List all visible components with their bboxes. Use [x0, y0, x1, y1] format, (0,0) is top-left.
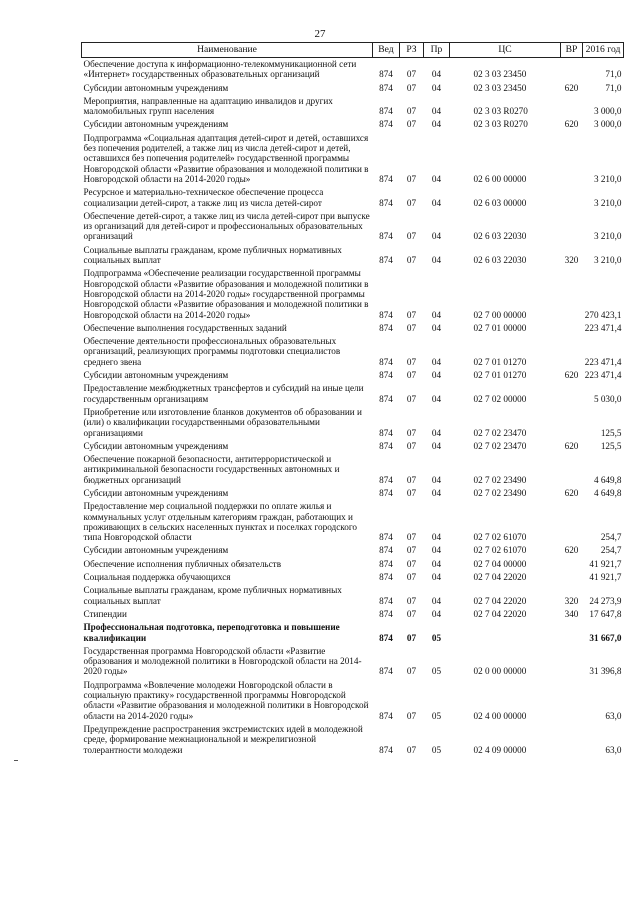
- table-row: [82, 186, 624, 210]
- table-row: [82, 645, 624, 679]
- cell-sum: 41 921,7: [589, 572, 622, 583]
- cell-name: Ресурсное и материально-техническое обеспечение процесса социализации детей-сирот, а также лиц из числа детей-сирот: [83, 187, 324, 208]
- cell-sum: 63,0: [605, 744, 622, 755]
- cell-cs: 02 7 02 00000: [473, 393, 527, 404]
- table-row: [82, 210, 624, 244]
- cell-pr: 04: [431, 572, 442, 583]
- cell-sum: 3 210,0: [593, 173, 622, 184]
- table-row: [82, 621, 624, 645]
- cell-rz: 07: [406, 532, 417, 543]
- header-ved: Вед: [373, 43, 400, 58]
- cell-pr: 04: [431, 427, 442, 438]
- cell-vr: [561, 558, 583, 571]
- cell-ved: 874: [379, 710, 393, 721]
- cell-vr: [561, 723, 583, 757]
- cell-name: Субсидии автономным учреждениям: [83, 119, 229, 130]
- cell-ved: 874: [379, 231, 393, 242]
- cell-rz: 07: [406, 370, 417, 381]
- cell-cs: 02 7 04 22020: [473, 595, 527, 606]
- cell-name: Подпрограмма «Обеспечение реализации государственной программы Новгородской области «Развитие образования и молодежной политики в Новгородской области на 2014-2020 годы» государственной программы Новгородской области «Развитие образования и молодежной политики в Новгородской области на 2014-2020 годы»: [83, 268, 369, 320]
- cell-pr: 04: [431, 106, 442, 117]
- header-vr: ВР: [561, 43, 583, 58]
- cell-name: Субсидии автономным учреждениям: [83, 545, 229, 556]
- cell-rz: 07: [406, 744, 417, 755]
- cell-rz: 07: [406, 595, 417, 606]
- cell-rz: 07: [406, 666, 417, 677]
- cell-ved: 874: [379, 608, 393, 619]
- cell-pr: 05: [431, 666, 442, 677]
- cell-vr: [561, 267, 583, 321]
- table-row: [82, 244, 624, 268]
- cell-cs: 02 7 04 22020: [473, 572, 527, 583]
- cell-vr: [561, 500, 583, 544]
- cell-ved: 874: [379, 370, 393, 381]
- cell-sum: 41 921,7: [589, 558, 622, 569]
- table-row: [82, 679, 624, 723]
- table-row: [82, 382, 624, 406]
- cell-ved: 874: [379, 632, 393, 643]
- cell-sum: 3 210,0: [593, 255, 622, 266]
- cell-name: Социальная поддержка обучающихся: [83, 572, 231, 583]
- cell-cs: 02 7 01 00000: [473, 322, 527, 333]
- cell-pr: 04: [431, 255, 442, 266]
- cell-ved: 874: [379, 119, 393, 130]
- table-row: [82, 58, 624, 82]
- cell-cs: 02 3 03 23450: [473, 69, 527, 80]
- cell-ved: 874: [379, 197, 393, 208]
- cell-vr: 620: [564, 119, 579, 130]
- cell-rz: 07: [406, 106, 417, 117]
- cell-name: Предоставление мер социальной поддержки по оплате жилья и коммунальных услуг отдельным категориям граждан, работающих и проживающих в сельских населенных пунктах и поселках городского типа Новгородской области: [83, 501, 358, 543]
- cell-sum: 254,7: [600, 532, 622, 543]
- cell-vr: [561, 382, 583, 406]
- header-name: Наименование: [82, 43, 373, 58]
- cell-cs: [450, 621, 561, 645]
- table-row: [82, 118, 624, 131]
- cell-cs: 02 4 09 00000: [473, 744, 527, 755]
- cell-pr: 04: [431, 608, 442, 619]
- cell-cs: 02 4 00 00000: [473, 710, 527, 721]
- cell-pr: 04: [431, 474, 442, 485]
- cell-rz: 07: [406, 231, 417, 242]
- cell-sum: 17 647,8: [589, 608, 622, 619]
- cell-vr: [561, 621, 583, 645]
- table-row: [82, 723, 624, 757]
- cell-pr: 04: [431, 119, 442, 130]
- cell-ved: 874: [379, 82, 393, 93]
- cell-pr: 05: [431, 744, 442, 755]
- cell-cs: 02 7 02 23470: [473, 427, 527, 438]
- cell-ved: 874: [379, 173, 393, 184]
- cell-sum: 31 667,0: [589, 632, 622, 643]
- cell-vr: [561, 95, 583, 119]
- page-number: 27: [314, 28, 326, 40]
- table-row: [82, 544, 624, 557]
- cell-name: Обеспечение выполнения государственных заданий: [83, 322, 287, 333]
- margin-mark: [14, 760, 18, 761]
- table-row: [82, 369, 624, 382]
- table-row: [82, 335, 624, 369]
- cell-name: Обеспечение доступа к информационно-телекоммуникационной сети «Интернет» государственных образовательных организаций: [83, 59, 357, 80]
- cell-name: Подпрограмма «Социальная адаптация детей-сирот и детей, оставшихся без попечения родителей, а также лиц из числа детей-сирот и детей, оставшихся без попечения родителей» государственной программы Новгородской области «Развитие образования и молодежной политики в Новгородской области на 2014-2020 годы»: [83, 132, 369, 184]
- cell-rz: 07: [406, 440, 417, 451]
- cell-rz: 07: [406, 82, 417, 93]
- cell-sum: 4 649,8: [593, 487, 622, 498]
- cell-cs: 02 7 02 61070: [473, 545, 527, 556]
- cell-pr: 04: [431, 440, 442, 451]
- cell-name: Предупреждение распространения экстремистских идей в молодежной среде, формирование межнациональной и межрелигиозной толерантности молодежи: [83, 723, 363, 755]
- cell-vr: [561, 571, 583, 584]
- cell-ved: 874: [379, 595, 393, 606]
- cell-rz: 07: [406, 632, 417, 643]
- cell-pr: 04: [431, 393, 442, 404]
- cell-vr: [561, 132, 583, 186]
- table-row: [82, 487, 624, 500]
- cell-pr: 04: [431, 309, 442, 320]
- table-row: [82, 571, 624, 584]
- table-body: [82, 58, 624, 757]
- cell-name: Субсидии автономным учреждениям: [83, 440, 229, 451]
- table-row: [82, 440, 624, 453]
- cell-cs: 02 7 02 23490: [473, 474, 527, 485]
- cell-sum: 5 030,0: [593, 393, 622, 404]
- cell-vr: [561, 58, 583, 82]
- cell-pr: 05: [431, 632, 442, 643]
- cell-ved: 874: [379, 356, 393, 367]
- cell-sum: 71,0: [605, 69, 622, 80]
- cell-ved: 874: [379, 487, 393, 498]
- cell-ved: 874: [379, 744, 393, 755]
- cell-name: Подпрограмма «Вовлечение молодежи Новгородской области в социальную практику» государственной программы Новгородской области «Развитие образования и молодежной политики в Новгородской области на 2014-2020 годы»: [83, 679, 369, 721]
- cell-vr: [561, 210, 583, 244]
- cell-vr: [561, 453, 583, 487]
- cell-ved: 874: [379, 393, 393, 404]
- cell-vr: [561, 186, 583, 210]
- cell-name: Обеспечение детей-сирот, а также лиц из числа детей-сирот при выпуске из организаций для детей-сирот и профессиональных образовательных организаций: [83, 210, 370, 242]
- cell-cs: 02 7 04 00000: [473, 558, 527, 569]
- cell-name: Социальные выплаты гражданам, кроме публичных нормативных социальных выплат: [83, 585, 342, 606]
- cell-cs: 02 7 00 00000: [473, 309, 527, 320]
- cell-rz: 07: [406, 487, 417, 498]
- cell-vr: 320: [564, 595, 579, 606]
- cell-sum: 254,7: [600, 545, 622, 556]
- cell-cs: 02 3 03 R0270: [473, 106, 528, 117]
- cell-cs: 02 6 03 00000: [473, 197, 527, 208]
- cell-vr: 620: [564, 370, 579, 381]
- cell-sum: 71,0: [605, 82, 622, 93]
- table-row: [82, 95, 624, 119]
- cell-rz: 07: [406, 710, 417, 721]
- cell-pr: 04: [431, 82, 442, 93]
- cell-cs: 02 3 03 23450: [473, 82, 527, 93]
- cell-cs: 02 7 04 22020: [473, 608, 527, 619]
- cell-cs: 02 6 03 22030: [473, 231, 527, 242]
- cell-cs: 02 7 02 61070: [473, 532, 527, 543]
- cell-pr: 04: [431, 558, 442, 569]
- cell-rz: 07: [406, 119, 417, 130]
- cell-ved: 874: [379, 545, 393, 556]
- table-row: [82, 406, 624, 440]
- cell-name: Предоставление межбюджетных трансфертов и субсидий на иные цели государственным организациям: [83, 383, 364, 404]
- cell-rz: 07: [406, 309, 417, 320]
- cell-sum: 24 273,9: [589, 595, 622, 606]
- cell-name: Субсидии автономным учреждениям: [83, 487, 229, 498]
- cell-name: Стипендии: [83, 608, 127, 619]
- header-cs: ЦС: [450, 43, 561, 58]
- cell-vr: 620: [564, 440, 579, 451]
- cell-pr: 05: [431, 710, 442, 721]
- cell-vr: 620: [564, 82, 579, 93]
- cell-ved: 874: [379, 69, 393, 80]
- cell-sum: 125,5: [600, 440, 622, 451]
- cell-rz: 07: [406, 427, 417, 438]
- cell-rz: 07: [406, 173, 417, 184]
- cell-vr: 620: [564, 487, 579, 498]
- cell-pr: 04: [431, 356, 442, 367]
- cell-sum: 223 471,4: [584, 356, 622, 367]
- cell-name: Субсидии автономным учреждениям: [83, 82, 229, 93]
- cell-ved: 874: [379, 309, 393, 320]
- table-row: [82, 322, 624, 335]
- header-pr: Пр: [424, 43, 450, 58]
- cell-cs: 02 6 03 22030: [473, 255, 527, 266]
- cell-sum: 3 210,0: [593, 197, 622, 208]
- cell-sum: 3 000,0: [593, 119, 622, 130]
- cell-pr: 04: [431, 532, 442, 543]
- cell-ved: 874: [379, 106, 393, 117]
- cell-sum: 31 396,8: [589, 666, 622, 677]
- cell-sum: 223 471,4: [584, 322, 622, 333]
- cell-ved: 874: [379, 666, 393, 677]
- cell-rz: 07: [406, 356, 417, 367]
- table-row: [82, 453, 624, 487]
- cell-cs: 02 7 01 01270: [473, 356, 527, 367]
- cell-cs: 02 7 01 01270: [473, 370, 527, 381]
- cell-sum: 270 423,1: [584, 309, 622, 320]
- cell-cs: 02 6 00 00000: [473, 173, 527, 184]
- cell-vr: [561, 322, 583, 335]
- cell-rz: 07: [406, 197, 417, 208]
- cell-ved: 874: [379, 572, 393, 583]
- table-row: [82, 584, 624, 608]
- cell-pr: 04: [431, 545, 442, 556]
- table-row: [82, 500, 624, 544]
- cell-pr: 04: [431, 487, 442, 498]
- table-row: [82, 82, 624, 95]
- cell-rz: 07: [406, 69, 417, 80]
- cell-pr: 04: [431, 231, 442, 242]
- table-row: [82, 558, 624, 571]
- cell-rz: 07: [406, 545, 417, 556]
- cell-sum: 3 210,0: [593, 231, 622, 242]
- header-rz: РЗ: [400, 43, 424, 58]
- cell-ved: 874: [379, 474, 393, 485]
- table-row: [82, 267, 624, 321]
- cell-rz: 07: [406, 572, 417, 583]
- cell-name: Мероприятия, направленные на адаптацию инвалидов и других маломобильных групп населения: [83, 95, 333, 117]
- cell-name: Социальные выплаты гражданам, кроме публичных нормативных социальных выплат: [83, 244, 342, 266]
- cell-vr: 340: [564, 608, 579, 619]
- cell-cs: 02 0 00 00000: [473, 666, 527, 677]
- cell-pr: 04: [431, 197, 442, 208]
- cell-ved: 874: [379, 532, 393, 543]
- cell-rz: 07: [406, 393, 417, 404]
- header-sum: 2016 год: [583, 43, 624, 58]
- cell-vr: 320: [564, 255, 579, 266]
- cell-name: Субсидии автономным учреждениям: [83, 370, 229, 381]
- cell-pr: 04: [431, 370, 442, 381]
- cell-ved: 874: [379, 427, 393, 438]
- cell-pr: 04: [431, 322, 442, 333]
- cell-ved: 874: [379, 440, 393, 451]
- cell-sum: 223 471,4: [584, 370, 622, 381]
- cell-cs: 02 3 03 R0270: [473, 119, 528, 130]
- cell-vr: [561, 335, 583, 369]
- cell-sum: 125,5: [600, 427, 622, 438]
- cell-ved: 874: [379, 558, 393, 569]
- cell-name: Обеспечение деятельности профессиональных образовательных организаций, реализующих программы подготовки специалистов среднего звена: [83, 336, 341, 367]
- cell-ved: 874: [379, 255, 393, 266]
- cell-vr: 620: [564, 545, 579, 556]
- cell-name: Государственная программа Новгородской области «Развитие образования и молодежной политики в Новгородской области на 2014-2020 годы»: [83, 645, 362, 677]
- cell-sum: 4 649,8: [593, 474, 622, 485]
- budget-table: [81, 42, 624, 757]
- cell-name: Профессиональная подготовка, переподготовка и повышение квалификации: [83, 622, 340, 643]
- cell-ved: 874: [379, 322, 393, 333]
- cell-pr: 04: [431, 173, 442, 184]
- cell-rz: 07: [406, 558, 417, 569]
- cell-cs: 02 7 02 23470: [473, 440, 527, 451]
- cell-rz: 07: [406, 255, 417, 266]
- table-row: [82, 132, 624, 186]
- cell-rz: 07: [406, 474, 417, 485]
- cell-cs: 02 7 02 23490: [473, 487, 527, 498]
- cell-name: Обеспечение исполнения публичных обязательств: [83, 558, 282, 569]
- cell-name: Обеспечение пожарной безопасности, антитеррористической и антикриминальной безопасности государственных автономных и бюджетных организаций: [83, 454, 340, 485]
- cell-sum: 63,0: [605, 710, 622, 721]
- cell-pr: 04: [431, 69, 442, 80]
- cell-pr: 04: [431, 595, 442, 606]
- cell-name: Приобретение или изготовление бланков документов об образовании и (или) о квалификации государственными образовательными организациями: [83, 406, 362, 438]
- cell-vr: [561, 679, 583, 723]
- cell-sum: 3 000,0: [593, 106, 622, 117]
- cell-vr: [561, 406, 583, 440]
- table-header-row: [82, 43, 624, 58]
- cell-rz: 07: [406, 322, 417, 333]
- cell-vr: [561, 645, 583, 679]
- cell-rz: 07: [406, 608, 417, 619]
- table-row: [82, 608, 624, 621]
